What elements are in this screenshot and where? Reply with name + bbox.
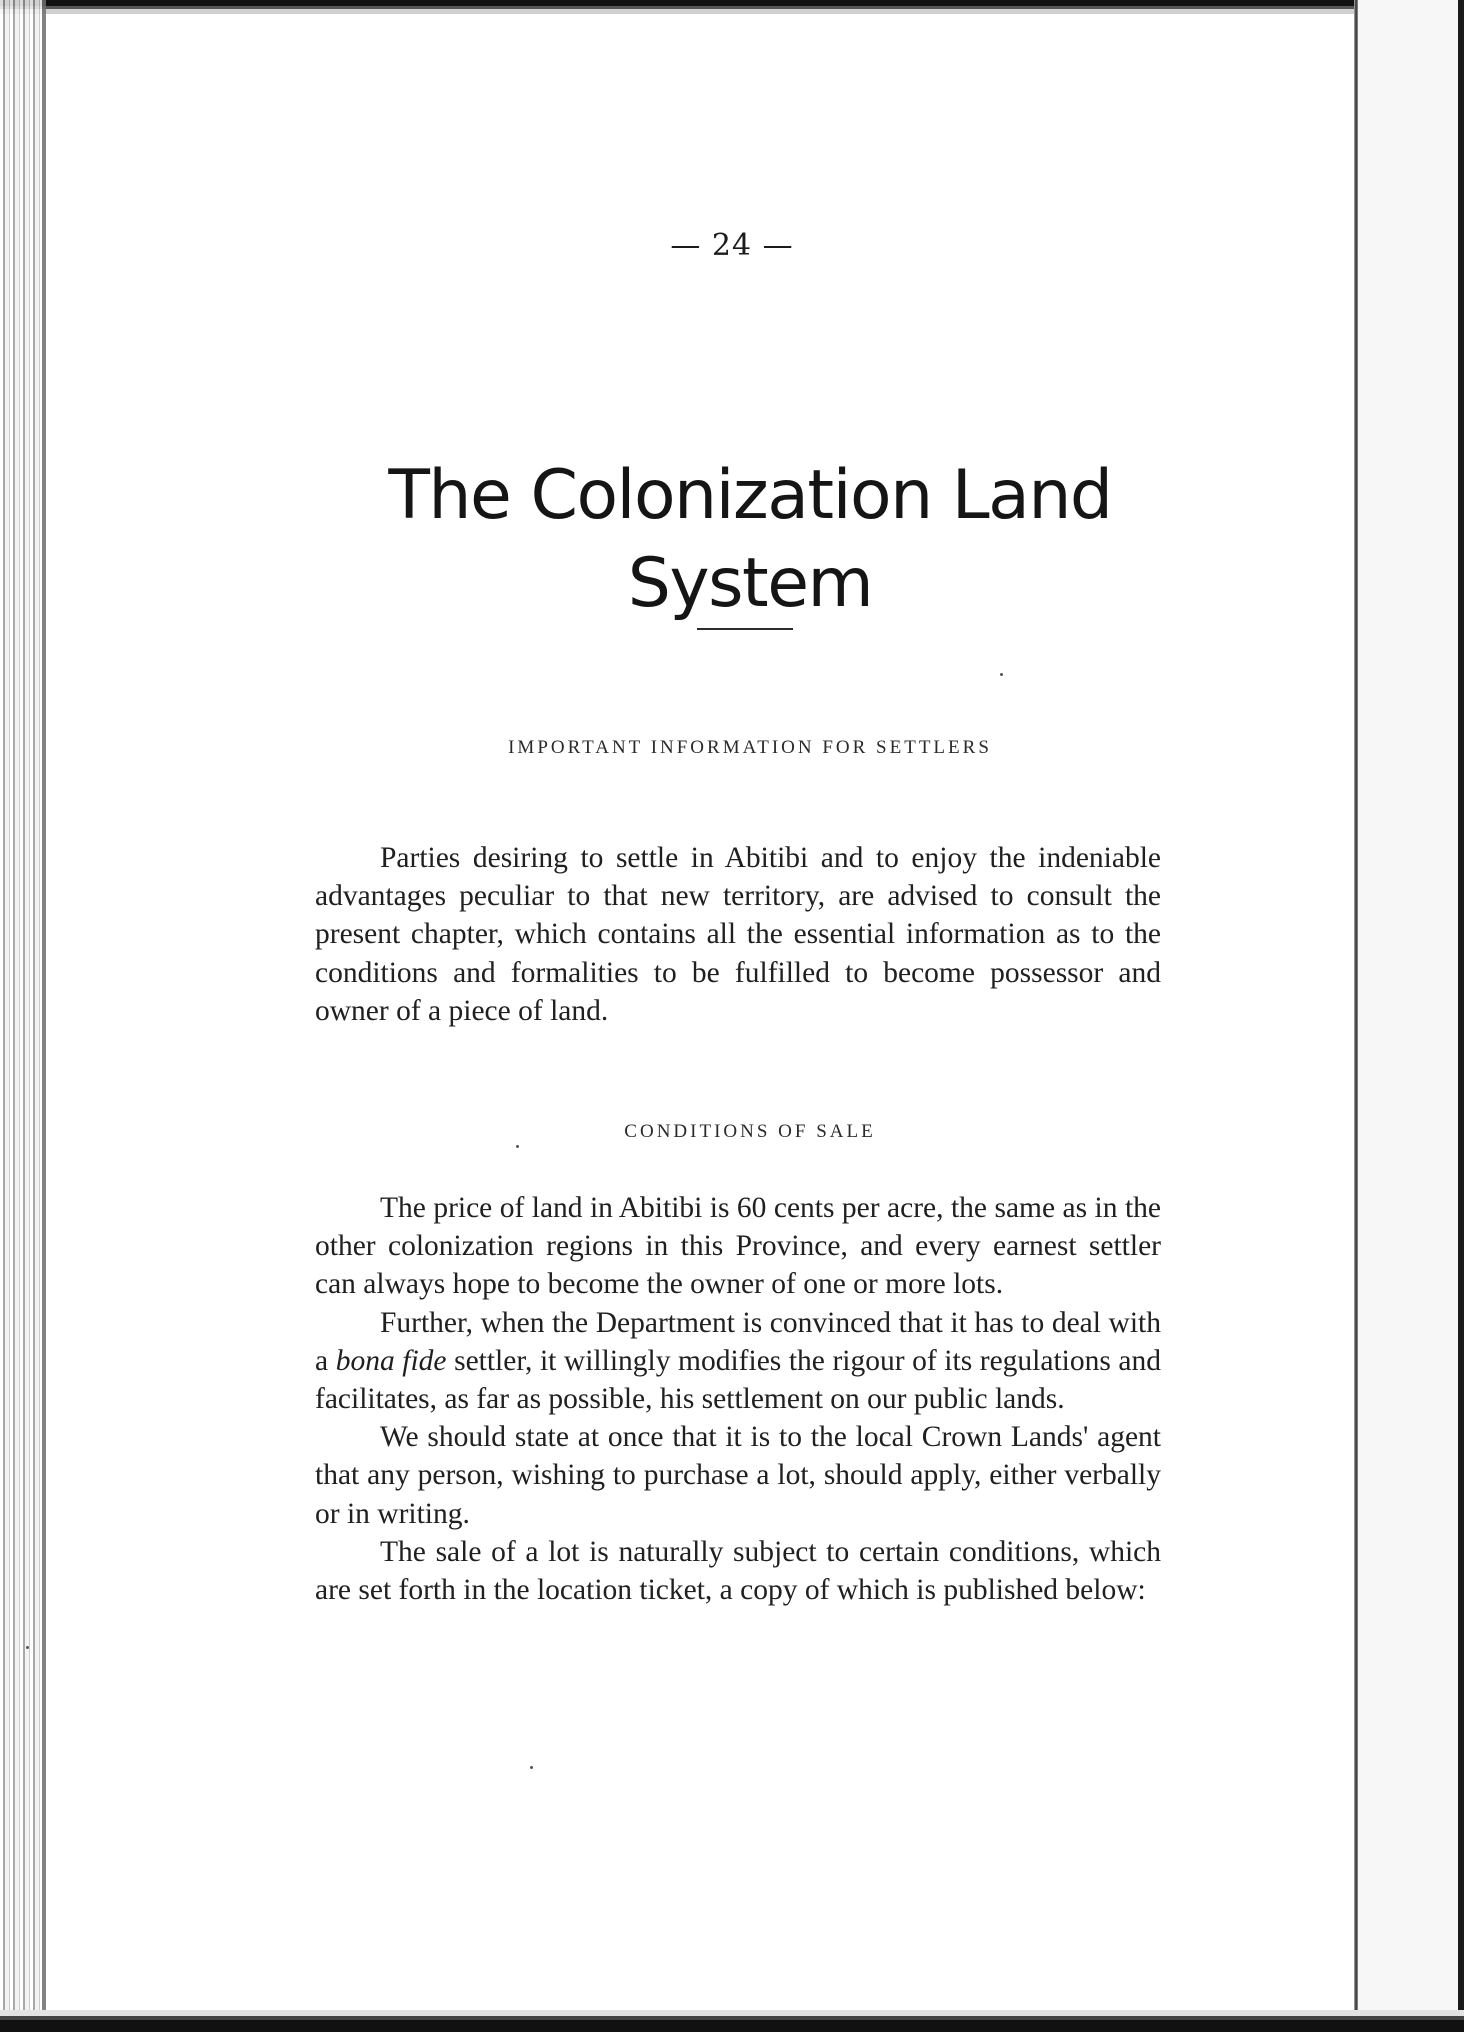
book-spine-edge <box>0 0 46 2032</box>
body-paragraph: The sale of a lot is naturally subject to certain conditions, which are set forth in the location ticket, a copy of which is published below: <box>315 1535 1161 1607</box>
body-paragraph: We should state at once that it is to the local Crown Lands' agent that any person, wishing to purchase a lot, should apply, either verbally or in writing. <box>315 1421 1161 1530</box>
scan-top-edge <box>0 0 1464 14</box>
section-body-conditions-of-sale <box>315 1189 1161 1609</box>
body-paragraph: Further, when the Department is convinced that it has to deal with a bona fide settler, it willingly modifies the rigour of its regulations and facilitates, as far as possible, his settlement on our public lands. <box>315 1306 1162 1416</box>
body-paragraph: The price of land in Abitibi is 60 cents per acre, the same as in the other colonization regions in this Province, and every earnest settler can always hope to become the owner of one or more lots. <box>315 1192 1161 1301</box>
section-body-important-information <box>315 839 1161 1030</box>
section-heading-conditions-of-sale: CONDITIONS OF SALE <box>624 1121 876 1142</box>
title-divider-rule <box>697 628 793 630</box>
scan-speck <box>1000 673 1003 676</box>
page-number: — 24 — <box>670 228 794 263</box>
scan-speck <box>26 1646 29 1649</box>
body-paragraph: Parties desiring to settle in Abitibi and to enjoy the indeniable advantages peculiar to that new territory, are advised to consult the present chapter, which contains all the essential information as to the conditions and formalities to be fulfilled to become possessor and owner of a piece of land. <box>315 842 1161 1027</box>
scan-bottom-edge <box>0 2010 1464 2032</box>
scan-speck <box>530 1766 533 1769</box>
page-title: The Colonization Land System <box>388 456 1112 623</box>
section-heading-important-information: IMPORTANT INFORMATION FOR SETTLERS <box>508 737 992 758</box>
italic-phrase: bona fide <box>335 1344 447 1377</box>
scan-speck <box>516 1145 519 1148</box>
facing-page-edge <box>1358 0 1464 2032</box>
